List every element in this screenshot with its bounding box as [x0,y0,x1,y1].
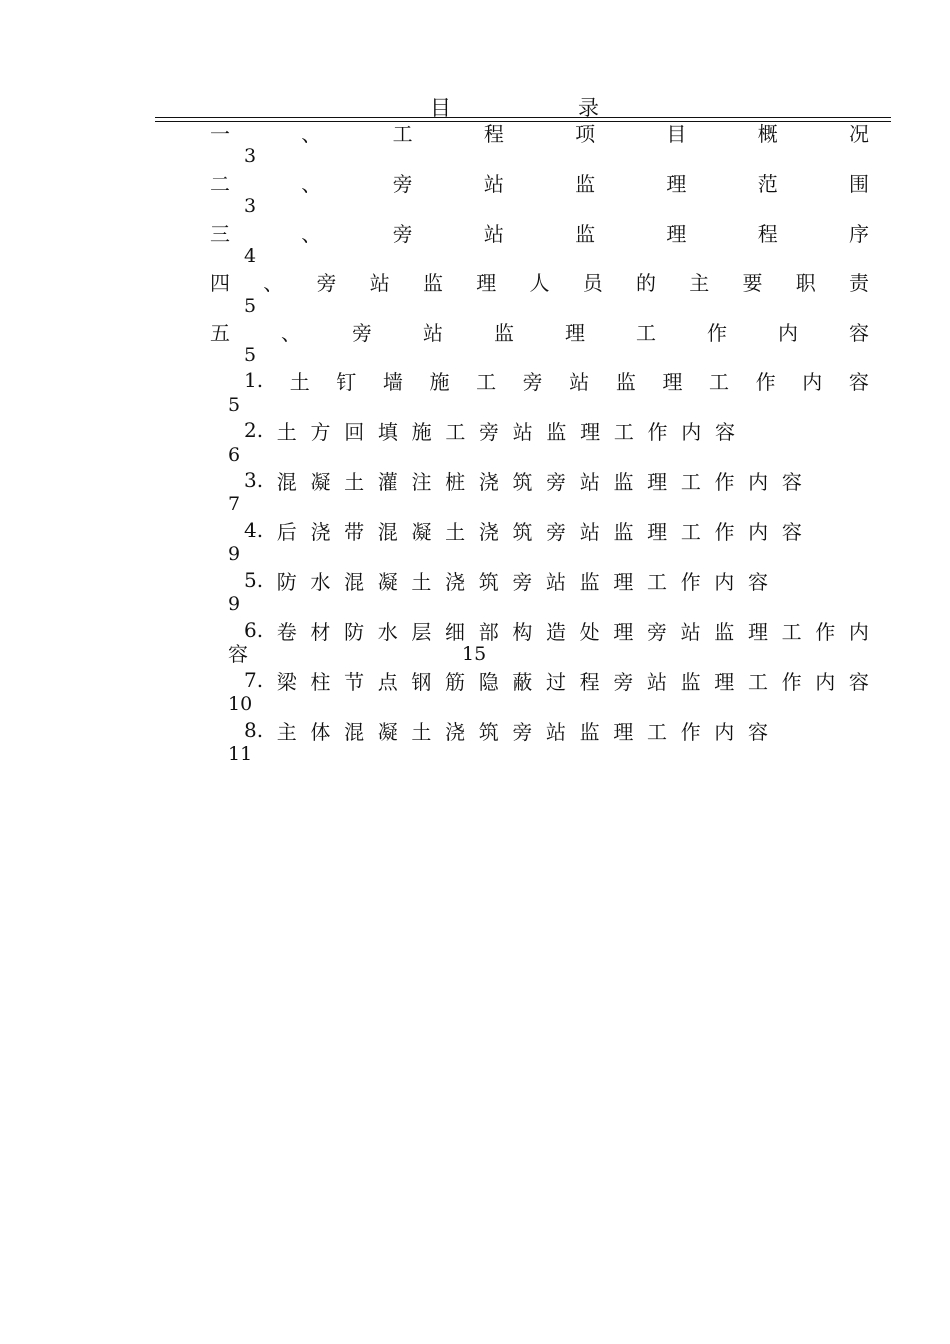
toc-entry-page-number: 4 [244,245,257,267]
toc-entry-page-number: 3 [244,195,257,217]
toc-entry-page-number: 3 [244,145,257,167]
toc-entry-label: 四 、 旁 站 监 理 人 员 的 主 要 职 责 [210,270,869,295]
toc-entry-label: 8. 主 体 混 凝 土 浇 筑 旁 站 监 理 工 作 内 容 [244,718,768,744]
toc-entry-page-number: 5 [228,394,241,416]
toc-entry [0,366,950,416]
toc-entry-label-wrap: 容 [228,642,248,666]
toc-entry-label: 三 、 旁 站 监 理 程 序 [210,221,869,246]
toc-entry [0,267,950,317]
toc-entry-page-number: 15 [462,643,487,665]
toc-entry [0,616,950,666]
toc-entry-page-number: 9 [228,593,241,615]
toc-entry-label: 五 、 旁 站 监 理 工 作 内 容 [210,320,869,345]
toc-entry-page-number: 5 [244,344,257,366]
toc-entry-label: 一 、 工 程 项 目 概 况 [210,121,869,146]
toc-entry-page-number: 7 [228,493,241,515]
toc-entry [0,666,950,716]
toc-entry [0,516,950,566]
toc-entry-label: 3. 混 凝 土 灌 注 桩 浇 筑 旁 站 监 理 工 作 内 容 [244,468,802,494]
toc-entry-label: 6. 卷 材 防 水 层 细 部 构 造 处 理 旁 站 监 理 工 作 内 [244,618,869,644]
toc-entry [0,218,950,268]
toc-entry-label: 2. 土 方 回 填 施 工 旁 站 监 理 工 作 内 容 [244,418,735,444]
toc-entry [0,317,950,367]
toc-entry [0,466,950,516]
toc-entry-label: 7. 梁 柱 节 点 钢 筋 隐 蔽 过 程 旁 站 监 理 工 作 内 容 [244,668,869,694]
toc-entry-page-number: 6 [228,444,241,466]
toc-entry-label: 1. 土 钉 墙 施 工 旁 站 监 理 工 作 内 容 [244,368,869,394]
toc-entry-page-number: 10 [228,693,253,715]
toc-entry-page-number: 9 [228,543,241,565]
toc-entry-page-number: 5 [244,295,257,317]
toc-entry-label: 二 、 旁 站 监 理 范 围 [210,171,869,196]
toc-entry [0,416,950,466]
toc-title-char-1: 目 [430,96,451,120]
toc-title-char-2: 录 [578,96,599,120]
toc-entry [0,118,950,168]
toc-entry-label: 4. 后 浇 带 混 凝 土 浇 筑 旁 站 监 理 工 作 内 容 [244,518,802,544]
toc-entry [0,566,950,616]
toc-entry-page-number: 11 [228,743,253,765]
toc-entry-label: 5. 防 水 混 凝 土 浇 筑 旁 站 监 理 工 作 内 容 [244,568,768,594]
toc-entry [0,168,950,218]
toc-entry [0,716,950,766]
